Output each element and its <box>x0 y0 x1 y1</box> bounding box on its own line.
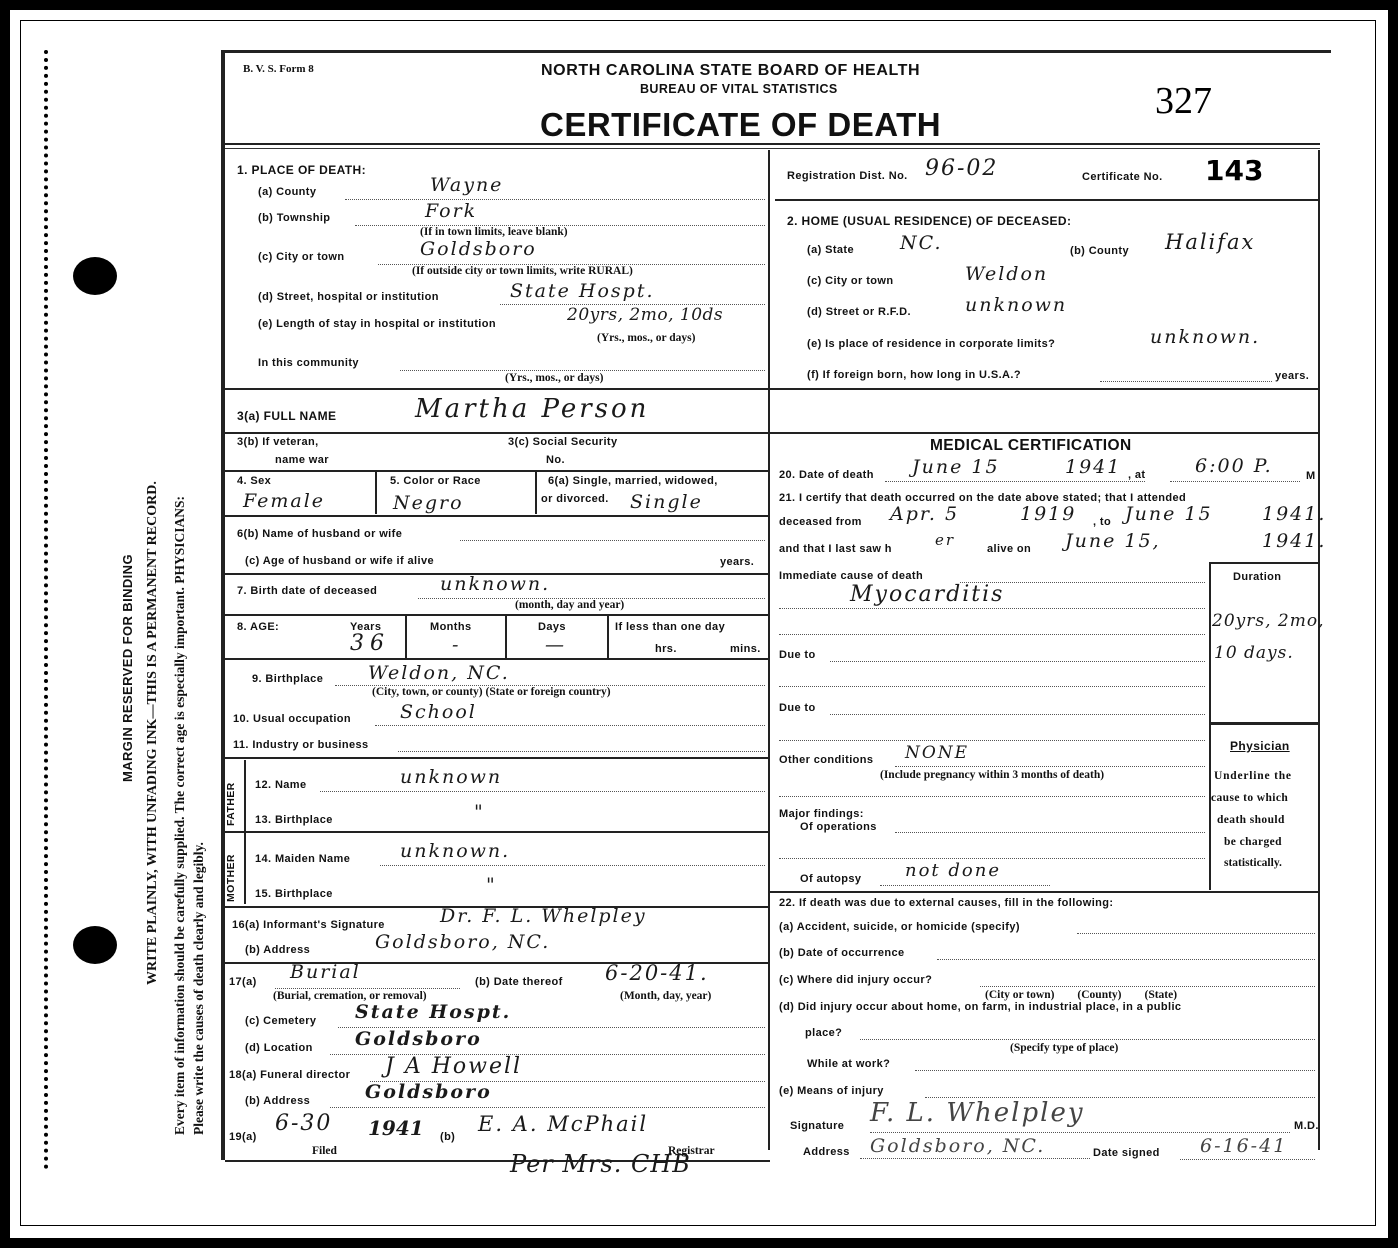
field-label: 15. Birthplace <box>255 888 333 900</box>
rule <box>225 831 768 833</box>
field-label: 3(c) Social Security <box>508 436 618 448</box>
field-line <box>895 832 1205 833</box>
physician-note: statistically. <box>1224 857 1282 869</box>
field-label: (a) Accident, suicide, or homicide (specify) <box>779 921 1020 933</box>
death-county-value: Wayne <box>430 174 504 196</box>
informant-address-value: Goldsboro, NC. <box>375 931 551 953</box>
field-label: Registration Dist. No. <box>787 170 908 182</box>
funeral-director-address-value: Goldsboro <box>365 1081 492 1103</box>
father-section-tag: FATHER <box>225 782 237 826</box>
field-label: 20. Date of death <box>779 469 874 481</box>
field-label: 6(a) Single, married, widowed, <box>548 475 718 487</box>
field-label: 16(a) Informant's Signature <box>232 919 385 931</box>
field-label: 3(b) If veteran, <box>237 436 319 448</box>
field-label: Registrar <box>668 1145 715 1157</box>
field-label: No. <box>546 454 565 466</box>
section-heading: 22. If death was due to external causes, fill in the following: <box>779 897 1114 909</box>
margin-please-write: Please write the causes of death clearly and legibly. <box>191 842 206 1135</box>
field-line <box>779 858 1205 859</box>
field-label: hrs. <box>655 643 677 655</box>
occupation-value: School <box>400 701 477 723</box>
field-line <box>895 766 1205 767</box>
field-line <box>779 634 1205 635</box>
field-line <box>915 1070 1315 1071</box>
rule <box>225 658 768 660</box>
field-label: Certificate No. <box>1082 171 1163 183</box>
autopsy-value: not done <box>905 860 1001 881</box>
other-conditions-value: NONE <box>905 743 970 763</box>
field-label: 18(a) Funeral director <box>229 1069 351 1081</box>
section-heading: 2. HOME (USUAL RESIDENCE) OF DECEASED: <box>787 214 1072 228</box>
field-label: deceased from <box>779 516 862 528</box>
field-label: 11. Industry or business <box>233 739 369 751</box>
home-street-value: unknown <box>965 294 1068 316</box>
field-label: 14. Maiden Name <box>255 853 351 865</box>
field-line <box>345 199 765 200</box>
field-label: Of operations <box>800 821 877 833</box>
cemetery-location-value: Goldsboro <box>355 1028 482 1050</box>
field-label: (d) Did injury occur about home, on farm, in industrial place, in a public <box>779 1001 1182 1013</box>
field-line <box>460 540 765 541</box>
field-line <box>885 481 1145 482</box>
field-label: 10. Usual occupation <box>233 713 352 725</box>
field-label: Duration <box>1233 571 1282 583</box>
physician-signature-value: F. L. Whelpley <box>870 1098 1085 1128</box>
field-note: (If outside city or town limits, write RURAL) <box>412 265 633 277</box>
field-label: Filed <box>312 1145 337 1157</box>
field-label: 4. Sex <box>237 475 272 487</box>
field-label: (c) City or town <box>258 251 345 263</box>
physician-note: death should <box>1217 814 1285 826</box>
field-label: 17(a) <box>229 976 257 988</box>
field-label: M <box>1306 470 1316 482</box>
field-line <box>830 714 1205 715</box>
field-label: (a) State <box>807 244 854 256</box>
field-line <box>320 791 765 792</box>
death-time-value: 6:00 P. <box>1195 455 1273 477</box>
center-divider <box>768 150 770 1150</box>
cemetery-value: State Hospt. <box>355 1001 512 1023</box>
field-label: Date signed <box>1093 1147 1160 1159</box>
field-line <box>860 1158 1090 1159</box>
registrar-signature-value: E. A. McPhail <box>478 1112 649 1136</box>
rule <box>225 388 1318 390</box>
field-label: (b) <box>440 1131 456 1143</box>
header-rule-2 <box>225 148 1320 149</box>
father-birthplace-value: " <box>474 801 485 823</box>
field-label: (c) City or town <box>807 275 894 287</box>
form-number: B. V. S. Form 8 <box>243 63 314 75</box>
attended-to-year-value: 1941. <box>1262 503 1327 525</box>
attended-from-year-value: 1919 <box>1020 503 1077 525</box>
field-label: Days <box>538 621 566 633</box>
marital-status-value: Single <box>630 491 703 513</box>
field-note: (Burial, cremation, or removal) <box>273 990 427 1002</box>
field-label: (b) County <box>1070 245 1129 257</box>
field-note: (Yrs., mos., or days) <box>597 332 696 344</box>
field-label: years. <box>720 556 755 568</box>
field-label: mins. <box>730 643 761 655</box>
page-title: CERTIFICATE OF DEATH <box>540 106 942 143</box>
field-line <box>1170 481 1300 482</box>
death-city-value: Goldsboro <box>420 238 537 260</box>
sex-value: Female <box>243 490 326 512</box>
corporate-limits-value: unknown. <box>1150 326 1261 348</box>
field-label: (c) Where did injury occur? <box>779 974 933 986</box>
field-label: 5. Color or Race <box>390 475 481 487</box>
field-line <box>375 725 765 726</box>
field-label: 6(b) Name of husband or wife <box>237 528 403 540</box>
field-note: (If in town limits, leave blank) <box>420 226 568 238</box>
form-left-border <box>221 50 225 1160</box>
field-label: (e) Length of stay in hospital or institution <box>258 318 496 330</box>
age-months-value: - <box>452 634 461 656</box>
field-label: Months <box>430 621 472 633</box>
field-label: (d) Location <box>245 1042 313 1054</box>
death-date-value: June 15 <box>912 456 1000 478</box>
field-line <box>398 751 765 752</box>
field-label: Years <box>350 621 382 633</box>
field-label: alive on <box>987 543 1032 555</box>
birth-date-value: unknown. <box>440 573 551 595</box>
header-rule <box>225 143 1320 145</box>
field-line <box>870 1132 1290 1133</box>
rule <box>225 432 1318 434</box>
field-line <box>1180 1159 1315 1160</box>
rule <box>770 891 1318 893</box>
date-signed-value: 6-16-41 <box>1200 1135 1288 1157</box>
death-township-value: Fork <box>425 200 478 222</box>
certification-text: 21. I certify that death occurred on the date above stated; that I attended <box>779 492 1187 504</box>
field-note: (Yrs., mos., or days) <box>505 372 604 384</box>
certificate-number-value: 143 <box>1205 154 1264 187</box>
field-label: 19(a) <box>229 1131 257 1143</box>
field-label: (c) Age of husband or wife if alive <box>245 555 435 567</box>
field-line <box>330 1107 765 1108</box>
age-years-value: 36 <box>350 631 390 656</box>
field-line <box>779 740 1205 741</box>
field-line <box>980 986 1315 987</box>
rule <box>225 515 768 517</box>
field-label: 8. AGE: <box>237 621 280 633</box>
field-line <box>779 608 1205 609</box>
field-label: Immediate cause of death <box>779 570 924 582</box>
pronoun-value: er <box>935 531 956 549</box>
field-note: (Month, day, year) <box>620 990 712 1002</box>
duration-value: 20yrs, 2mo, <box>1212 611 1325 631</box>
death-year-value: 1941 <box>1065 456 1122 478</box>
parent-divider <box>244 760 246 904</box>
rule <box>1210 722 1318 725</box>
field-note: (Include pregnancy within 3 months of death) <box>880 769 1105 781</box>
rule <box>775 199 1318 201</box>
field-label: Address <box>803 1146 850 1158</box>
attended-to-date-value: June 15 <box>1125 503 1213 525</box>
funeral-director-value: J A Howell <box>385 1054 523 1079</box>
rule <box>225 757 768 759</box>
field-note: (Specify type of place) <box>1010 1042 1119 1054</box>
field-label: (a) County <box>258 186 317 198</box>
binding-hole-top <box>73 257 117 295</box>
death-institution-value: State Hospt. <box>510 280 655 302</box>
field-line <box>880 885 1050 886</box>
divider <box>505 616 507 658</box>
full-name-value: Martha Person <box>415 394 650 424</box>
field-label: Other conditions <box>779 754 874 766</box>
field-label: 3(a) FULL NAME <box>237 409 337 423</box>
disposal-value: Burial <box>290 961 361 983</box>
field-label: If less than one day <box>615 621 726 633</box>
informant-signature-value: Dr. F. L. Whelpley <box>440 905 647 927</box>
field-label: Of autopsy <box>800 873 862 885</box>
perforated-edge <box>44 50 48 1170</box>
registrar-annotation: Per Mrs. CHB <box>510 1150 691 1178</box>
field-line <box>779 686 1205 687</box>
field-label: In this community <box>258 357 359 369</box>
field-label: 9. Birthplace <box>252 673 324 685</box>
field-label: (b) Date of occurrence <box>779 947 905 959</box>
field-label: Major findings: <box>779 808 864 820</box>
field-label: , to <box>1093 516 1112 528</box>
field-line <box>1100 381 1272 382</box>
cause-of-death-value: Myocarditis <box>850 582 1005 607</box>
section-heading: MEDICAL CERTIFICATION <box>930 437 1132 454</box>
race-value: Negro <box>393 492 464 514</box>
physician-note: cause to which <box>1211 792 1289 804</box>
physician-note: be charged <box>1224 836 1282 848</box>
rule <box>225 614 768 616</box>
attended-from-date-value: Apr. 5 <box>890 503 960 525</box>
field-note: (City, town, or county) (State or foreign country) <box>372 686 611 698</box>
field-note: (month, day and year) <box>515 599 625 611</box>
binding-hole-bottom <box>73 926 117 964</box>
margin-binding-note: MARGIN RESERVED FOR BINDING <box>120 554 135 782</box>
stamp-number: 327 <box>1155 80 1212 122</box>
field-line <box>380 865 765 866</box>
field-line <box>830 661 1205 662</box>
home-county-value: Halifax <box>1165 230 1256 254</box>
father-name-value: unknown <box>400 766 503 788</box>
physician-note: Underline the <box>1214 770 1292 782</box>
field-label: (c) Cemetery <box>245 1015 317 1027</box>
age-days-value: — <box>545 634 566 656</box>
rule <box>225 470 768 472</box>
field-label: (b) Date thereof <box>475 976 563 988</box>
field-label: (b) Address <box>245 944 311 956</box>
board-name: NORTH CAROLINA STATE BOARD OF HEALTH <box>541 62 921 79</box>
field-note: (City or town) (County) (State) <box>985 989 1178 1001</box>
field-label: (b) Township <box>258 212 331 224</box>
stay-length-value: 20yrs, 2mo, 10ds <box>567 305 724 325</box>
form-right-border <box>1318 150 1320 1150</box>
birthplace-value: Weldon, NC. <box>368 662 510 684</box>
field-label: Signature <box>790 1120 845 1132</box>
filed-date-value: 6-30 <box>275 1111 333 1136</box>
mother-birthplace-value: " <box>486 874 497 896</box>
field-label: (e) Is place of residence in corporate limits? <box>807 338 1056 350</box>
divider <box>535 472 537 514</box>
filed-year-value: 1941 <box>368 1116 424 1140</box>
duration-divider <box>1209 562 1211 890</box>
field-label: Due to <box>779 649 816 661</box>
field-label: , at <box>1128 469 1146 481</box>
field-label: 13. Birthplace <box>255 814 333 826</box>
duration-value-2: 10 days. <box>1214 643 1294 663</box>
field-line <box>860 1039 1315 1040</box>
field-label: place? <box>805 1027 843 1039</box>
field-label: or divorced. <box>541 493 609 505</box>
mother-name-value: unknown. <box>400 840 511 862</box>
registration-district-value: 96-02 <box>925 156 999 181</box>
field-label: M.D. <box>1294 1120 1319 1132</box>
field-line <box>779 796 1205 797</box>
field-label: (d) Street, hospital or institution <box>258 291 439 303</box>
bureau-name: BUREAU OF VITAL STATISTICS <box>640 82 838 96</box>
field-label: (e) Means of injury <box>779 1085 884 1097</box>
field-line <box>275 988 460 989</box>
field-line <box>400 370 765 371</box>
margin-write-plainly: WRITE PLAINLY, WITH UNFADING INK—THIS IS A PERMANENT RECORD. <box>145 481 160 985</box>
physician-address-value: Goldsboro, NC. <box>870 1135 1046 1157</box>
last-seen-year-value: 1941. <box>1262 530 1327 552</box>
section-heading: 1. PLACE OF DEATH: <box>237 163 366 177</box>
rule <box>1210 562 1318 564</box>
mother-section-tag: MOTHER <box>225 854 237 902</box>
home-state-value: NC. <box>900 232 943 254</box>
field-label: (b) Address <box>245 1095 311 1107</box>
field-label: (d) Street or R.F.D. <box>807 306 911 318</box>
field-label: years. <box>1275 370 1310 382</box>
form-top-border <box>221 50 1331 53</box>
divider <box>607 616 609 658</box>
field-line <box>1077 933 1315 934</box>
field-label: and that I last saw h <box>779 543 892 555</box>
field-label: Physician <box>1230 739 1290 753</box>
divider <box>375 472 377 514</box>
field-line <box>937 959 1315 960</box>
home-city-value: Weldon <box>965 263 1049 285</box>
last-seen-date-value: June 15, <box>1065 530 1161 552</box>
field-label: While at work? <box>807 1058 891 1070</box>
field-label: name war <box>275 454 329 466</box>
field-label: Due to <box>779 702 816 714</box>
field-label: 7. Birth date of deceased <box>237 585 378 597</box>
field-label: (f) If foreign born, how long in U.S.A.? <box>807 369 1021 381</box>
field-label: 12. Name <box>255 779 307 791</box>
divider <box>405 616 407 658</box>
disposal-date-value: 6-20-41. <box>605 961 709 985</box>
margin-instructions: Every item of information should be carefully supplied. The correct age is especially important. PHYSICIANS: <box>172 496 187 1135</box>
